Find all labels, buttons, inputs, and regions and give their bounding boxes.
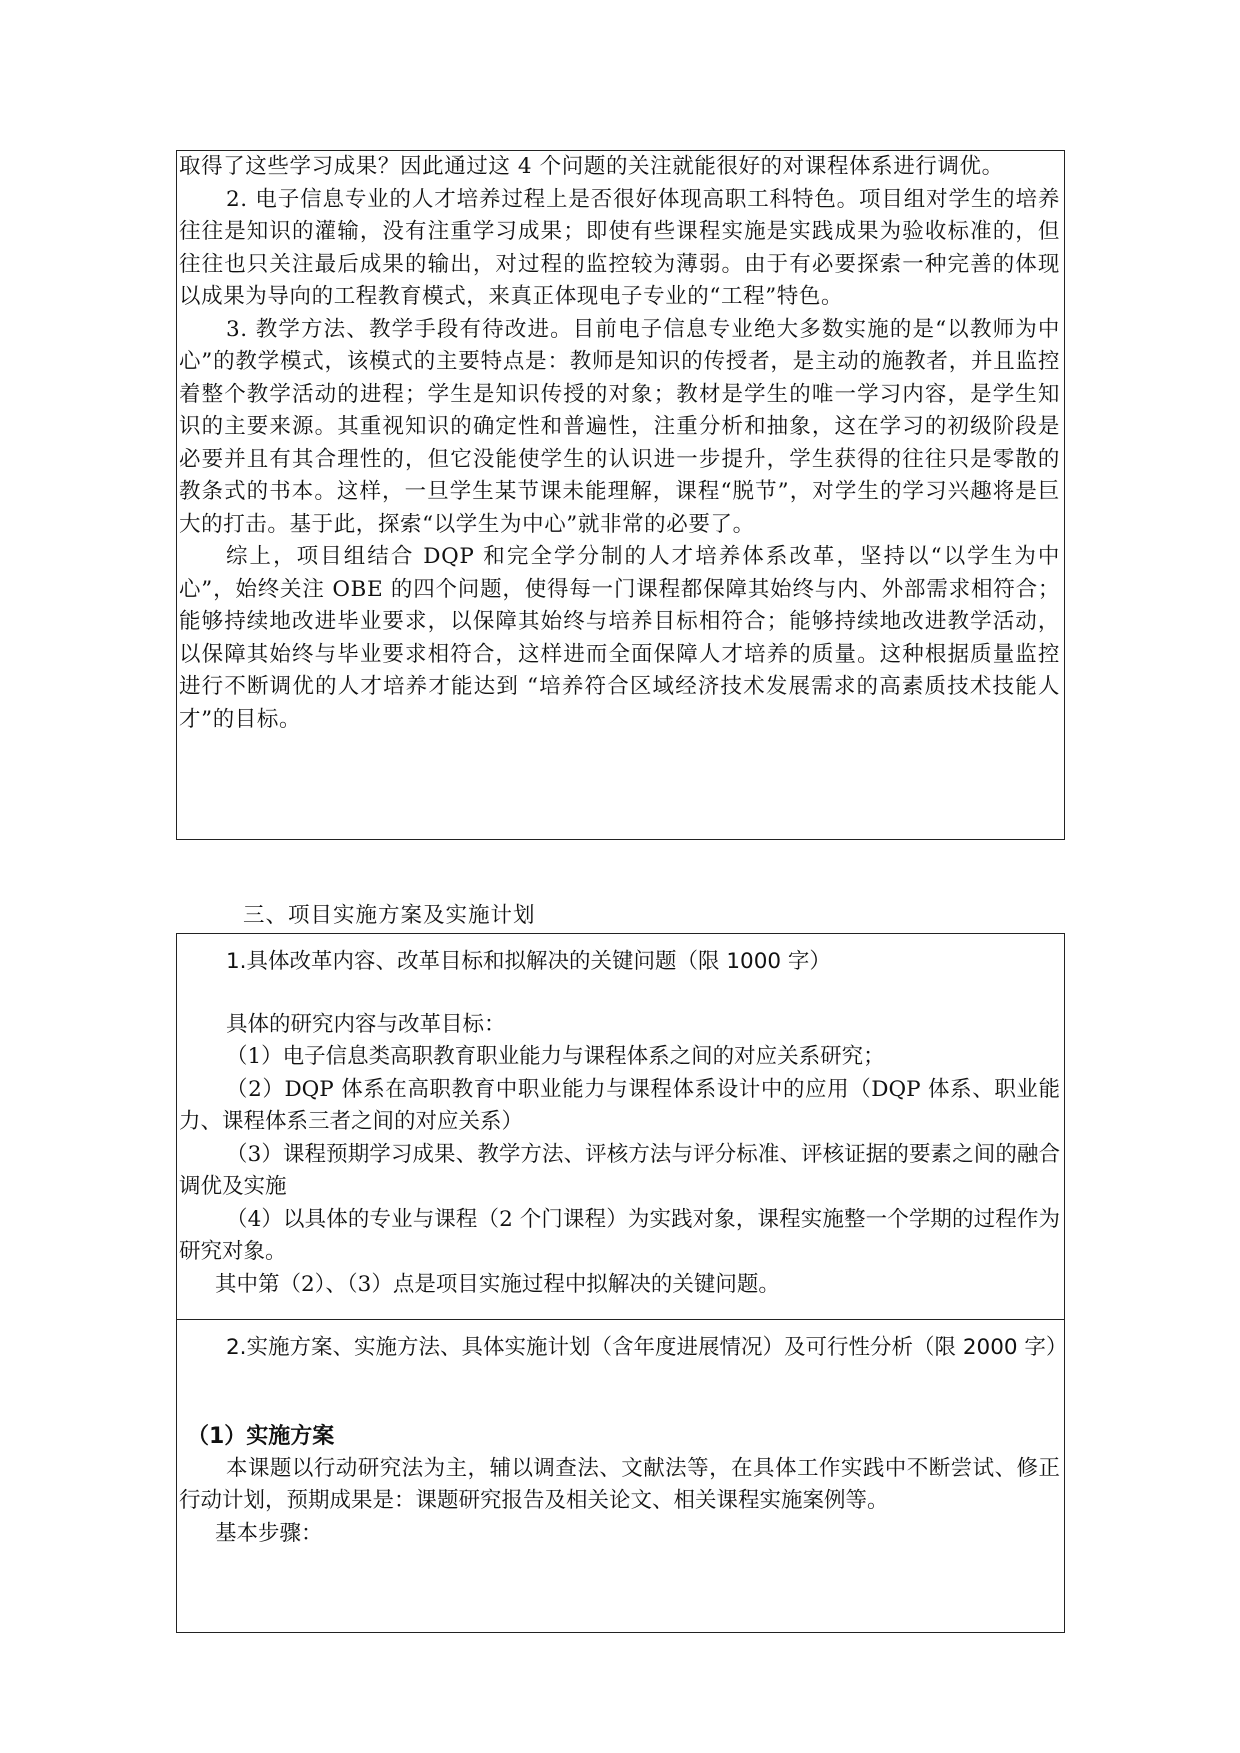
paragraph-point-3: 3. 教学方法、教学手段有待改进。目前电子信息专业绝大多数实施的是“以教师为中心”的教学模式，该模式的主要特点是：教师是知识的传授者，是主动的施教者，并且监控着整个教学活动的进程；学生是知识传授的对象；教材是学生的唯一学习内容，是学生知识的主要来源。其重视知识的确定性和普遍性，注重分析和抽象，这在学习的初级阶段是必要并且有其合理性的，但它没能使学生的认识进一步提升，学生获得的往往只是零散的教条式的书本。这样，一旦学生某节课未能理解，课程“脱节”，对学生的学习兴趣将是巨大的打击。基于此，探索“以学生为中心”就非常的必要了。 [179,316,1060,537]
research-item-1: （1）电子信息类高职教育职业能力与课程体系之间的对应关系研究； [226,1044,885,1069]
spacer [179,1365,1060,1395]
key-problem-note: 其中第（2）、（3）点是项目实施过程中拟解决的关键问题。 [215,1271,780,1297]
research-intro: 具体的研究内容与改革目标： [226,1011,506,1037]
implementation-cell [177,1320,1068,1550]
paragraph-point-2: 2. 电子信息专业的人才培养过程上是否很好体现高职工科特色。项目组对学生的培养往往是知识的灌输，没有注重学习成果；即使有些课程实施是实践成果为验收标准的，但往往也只关注最后成果的输出，对过程的监控较为薄弱。由于有必要探索一种完善的体现以成果为导向的工程教育模式，来真正体现电子专业的“工程”特色。 [179,186,1060,309]
reform-content-heading: 1.具体改革内容、改革目标和拟解决的关键问题（限 1000 字） [226,949,831,974]
section-title: 三、项目实施方案及实施计划 [243,903,536,928]
reform-content-cell [177,934,1064,1320]
basic-steps-label: 基本步骤： [215,1520,323,1546]
spacer [179,1395,1060,1421]
implementation-plan-table [176,933,1068,1633]
research-item-4: （4）以具体的专业与课程（2 个门课程）为实践对象，课程实施整一个学期的过程作为研究对象。 [179,1206,1060,1264]
research-item-3: （3）课程预期学习成果、教学方法、评核方法与评分标准、评核证据的要素之间的融合调优及实施 [179,1141,1060,1199]
implementation-body: 本课题以行动研究法为主，辅以调查法、文献法等，在具体工作实践中不断尝试、修正行动计划，预期成果是：课题研究报告及相关论文、相关课程实施案例等。 [179,1455,1060,1513]
paragraph-summary: 综上，项目组结合 DQP 和完全学分制的人才培养体系改革，坚持以“以学生为中心”，始终关注 OBE 的四个问题，使得每一门课程都保障其始终与内、外部需求相符合；能够持续地改进毕业要求，以保障其始终与培养目标相符合；能够持续地改进教学活动，以保障其始终与毕业要求相符合，这样进而全面保障人才培养的质量。这种根据质量监控进行不断调优的人才培养才能达到 “培养符合区域经济技术发展需求的高素质技术技能人才”的目标。 [179,544,1060,732]
background-text-box [176,150,1065,840]
paragraph-continuation: 取得了这些学习成果？因此通过这 4 个问题的关注就能很好的对课程体系进行调优。 [179,154,1004,179]
spacer [179,979,1060,1009]
research-item-2: （2）DQP 体系在高职教育中职业能力与课程体系设计中的应用（DQP 体系、职业能力、课程体系三者之间的对应关系） [179,1076,1060,1134]
implementation-subheading: （1）实施方案 [187,1423,335,1449]
implementation-heading: 2.实施方案、实施方法、具体实施计划（含年度进展情况）及可行性分析（限 2000 字） [226,1335,1068,1360]
